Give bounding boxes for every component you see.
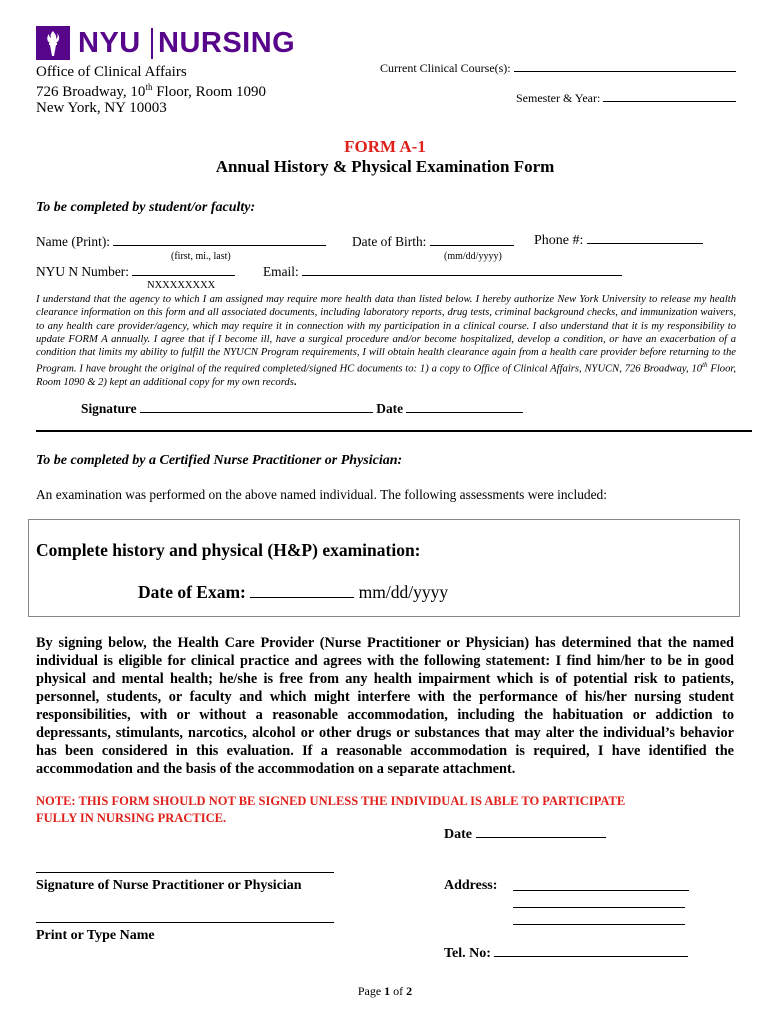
page-number <box>0 984 770 999</box>
hp-exam-title: Complete history and physical (H&P) examination: <box>36 540 421 560</box>
office-street <box>36 82 266 101</box>
student-section-heading: To be completed by student/or faculty: <box>36 200 256 215</box>
address-line-2[interactable] <box>513 907 685 908</box>
provider-date-field[interactable] <box>444 827 606 843</box>
office-street-pre: 726 Broadway, 10 <box>36 84 146 100</box>
print-name-line[interactable] <box>36 922 334 923</box>
disclaimer-text: I understand that the agency to which I am assigned may require more health data than listed below. I hereby authorize New York University to release my health clearance information on this form and all associated documents, including laboratory reports, drug tests, criminal background checks, and immunization waivers, to any health care provider/agency, which may require it in connection with my participation in a clinical course. I also understand that it is my responsibility to update FORM A annually. I agree that if I become ill, have a surgical procedure and/or become hospitalized, develop a condition, or have an exacerbation of a condition that limits my ability to fulfill the NYUCN Program requirements, I will obtain health clearance again from a health care provider before returning to the Program. I have brought the original of the required completed/signed HC documents to: 1) a copy to Office of Clinical Affairs, NYUCN, 726 Broadway, 10 <box>36 294 736 376</box>
exam-date-format: mm/dd/yyyy <box>358 582 449 602</box>
exam-date-field[interactable] <box>138 582 448 603</box>
office-name: Office of Clinical Affairs <box>36 64 187 80</box>
student-signature-line[interactable] <box>140 412 373 413</box>
clinical-course-line[interactable] <box>514 71 736 72</box>
provider-statement: By signing below, the Health Care Provider (Nurse Practitioner or Physician) has determined that the named individual is eligible for clinical practice and agrees with the following statement: I find him/her to be in good physical and mental health; he/she is free from any health impairment which is of potential risk to patients, personnel, students, or faculty and which might interfere with the performance of his/her nursing student responsibilities, with or without a reasonable accommodation, including the habituation or addiction to depressants, stimulants, narcotics, alcohol or other drugs or substances that may alter the individual’s behavior has been considered in this evaluation. If a reasonable accommodation is required, I have identified the accommodation and the basis of the accommodation on a separate attachment. <box>36 635 734 777</box>
page-current: 1 <box>384 984 391 998</box>
nyun-number-line[interactable] <box>132 275 235 276</box>
phone-label: Phone #: <box>534 233 584 248</box>
provider-section-heading: To be completed by a Certified Nurse Practitioner or Physician: <box>36 453 403 468</box>
student-signature-field[interactable] <box>81 401 523 417</box>
dob-hint: (mm/dd/yyyy) <box>444 251 502 262</box>
print-name-label: Print or Type Name <box>36 928 155 943</box>
office-street-post: Floor, Room 1090 <box>152 84 267 100</box>
clinical-course-label: Current Clinical Course(s): <box>380 61 511 75</box>
page-total: 2 <box>406 984 413 998</box>
provider-intro: An examination was performed on the above named individual. The following assessments were included: <box>36 487 607 502</box>
disclaimer-period: . <box>293 377 297 389</box>
email-field[interactable] <box>263 264 622 280</box>
provider-date-line[interactable] <box>476 837 606 838</box>
provider-date-label: Date <box>444 827 472 842</box>
semester-year-field[interactable] <box>516 91 736 106</box>
provider-signature-label: Signature of Nurse Practitioner or Physician <box>36 878 302 893</box>
note-line-2: FULLY IN NURSING PRACTICE. <box>36 811 227 825</box>
section-divider <box>36 430 752 432</box>
page-pre: Page <box>357 984 385 998</box>
exam-date-line[interactable] <box>250 597 354 598</box>
nyun-number-field[interactable] <box>36 264 235 280</box>
provider-signature-line[interactable] <box>36 872 334 873</box>
student-signature-label: Signature <box>81 401 137 416</box>
student-disclaimer <box>36 293 736 390</box>
student-date-line[interactable] <box>406 412 523 413</box>
dob-line[interactable] <box>430 245 514 246</box>
nyun-number-hint: NXXXXXXXX <box>147 280 216 291</box>
nyun-number-label: NYU N Number: <box>36 264 129 279</box>
phone-field[interactable] <box>534 233 703 249</box>
email-label: Email: <box>263 264 299 279</box>
logo-nyu-text: NYU <box>78 27 141 59</box>
address-line-1[interactable] <box>513 890 689 891</box>
student-date-label: Date <box>376 401 404 416</box>
clinical-course-field[interactable] <box>380 61 736 76</box>
page-mid: of <box>390 984 407 998</box>
student-name-line[interactable] <box>113 245 326 246</box>
form-code: FORM A-1 <box>344 137 426 156</box>
tel-label: Tel. No: <box>444 946 491 961</box>
dob-field[interactable] <box>352 234 514 250</box>
disclaimer-sup: th <box>702 361 708 370</box>
torch-logo-icon <box>36 26 70 60</box>
note-line-1: NOTE: THIS FORM SHOULD NOT BE SIGNED UNLESS THE INDIVIDUAL IS ABLE TO PARTICIPATE <box>36 794 626 808</box>
tel-line[interactable] <box>494 956 688 957</box>
student-name-label: Name (Print): <box>36 234 111 249</box>
semester-year-label: Semester & Year: <box>516 91 601 105</box>
student-name-field[interactable] <box>36 234 326 250</box>
office-street-sup: th <box>145 82 153 92</box>
form-title: Annual History & Physical Examination Form <box>215 157 555 176</box>
logo-nursing-text: NURSING <box>158 27 296 59</box>
phone-line[interactable] <box>587 243 703 244</box>
address-line-3[interactable] <box>513 924 685 925</box>
exam-date-label: Date of Exam: <box>138 582 246 602</box>
tel-field[interactable] <box>444 946 688 962</box>
logo-divider <box>151 28 153 59</box>
address-label: Address: <box>444 878 498 893</box>
disclaimer-text-end: Floor, Room 1090 & 2) kept an additional copy for my own records <box>36 364 736 389</box>
name-hint: (first, mi., last) <box>171 251 231 262</box>
office-city: New York, NY 10003 <box>36 100 167 116</box>
dob-label: Date of Birth: <box>352 234 427 249</box>
email-line[interactable] <box>302 275 622 276</box>
semester-year-line[interactable] <box>603 101 736 102</box>
